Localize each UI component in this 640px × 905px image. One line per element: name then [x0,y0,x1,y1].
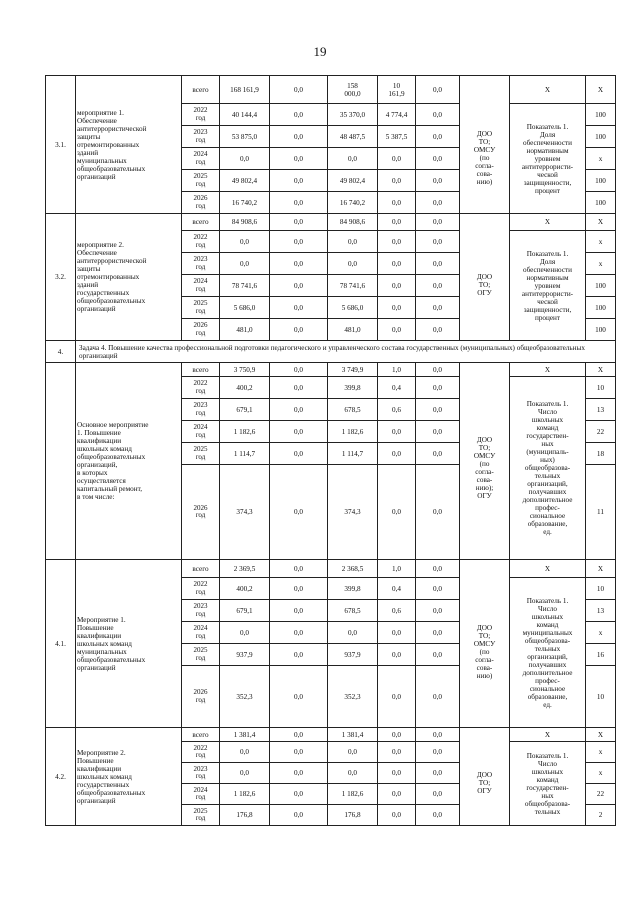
target-cell: х [586,148,616,170]
amount-cell: 399,8 [328,377,378,399]
program-table [45,75,616,826]
amount-cell: 0,0 [270,253,328,275]
amount-cell: 0,0 [328,231,378,253]
amount-cell: 168 161,9 [220,76,270,104]
indicator-cell: Х [510,363,586,377]
target-cell: 10 [586,578,616,600]
amount-cell: 352,3 [220,666,270,728]
page-number: 19 [313,44,327,59]
task-row [46,341,616,363]
amount-cell: 0,0 [416,275,460,297]
executor-cell: ДОО ТО; ОМСУ (по согла- сова- нию); ОГУ [460,377,510,560]
executor-cell [460,560,510,578]
target-cell: 100 [586,297,616,319]
target-cell: 22 [586,784,616,805]
row-number: 3.2. [46,214,76,341]
amount-cell: 937,9 [220,644,270,666]
target-cell: 100 [586,192,616,214]
amount-cell: 0,0 [270,377,328,399]
measure-name: мероприятие 2. Обеспечение антитеррористической защиты отремонтированных зданий государственных общеобразовательных организаций [76,214,182,341]
year-label: 2025 год [182,805,220,826]
measure-name: Мероприятие 2. Повышение квалификации школьных команд государственных общеобразовательных организаций [76,728,182,826]
amount-cell: 0,0 [378,666,416,728]
amount-cell: 158 000,0 [328,76,378,104]
amount-cell: 0,0 [416,231,460,253]
amount-cell: 0,0 [270,275,328,297]
amount-cell: 374,3 [220,465,270,560]
year-label: 2025 год [182,644,220,666]
amount-cell: 4 774,4 [378,104,416,126]
amount-cell: 0,0 [416,742,460,763]
year-label: всего [182,363,220,377]
amount-cell: 0,0 [270,644,328,666]
amount-cell: 0,0 [270,399,328,421]
amount-cell: 481,0 [328,319,378,341]
amount-cell: 1,0 [378,363,416,377]
amount-cell: 0,0 [270,76,328,104]
amount-cell: 0,0 [378,231,416,253]
target-cell: 13 [586,399,616,421]
target-cell: 10 [586,377,616,399]
amount-cell: 0,0 [220,253,270,275]
amount-cell: 0,0 [220,742,270,763]
amount-cell: 16 740,2 [328,192,378,214]
amount-cell: 0,0 [416,465,460,560]
amount-cell: 0,0 [270,192,328,214]
amount-cell: 0,0 [416,76,460,104]
amount-cell: 0,0 [416,253,460,275]
year-label: 2023 год [182,399,220,421]
amount-cell: 0,0 [416,784,460,805]
row-number: 3.1. [46,76,76,214]
amount-cell: 0,0 [416,148,460,170]
amount-cell: 0,0 [270,784,328,805]
amount-cell: 0,0 [378,805,416,826]
amount-cell: 0,0 [416,560,460,578]
amount-cell: 0,0 [416,421,460,443]
indicator-cell: Показатель 1. Доля обеспеченности нормативным уровнем антитеррористи- ческой защищенности, процент [510,104,586,214]
amount-cell: 1 114,7 [220,443,270,465]
year-label: всего [182,728,220,742]
amount-cell: 0,0 [416,297,460,319]
amount-cell: 0,0 [270,214,328,231]
amount-cell: 53 875,0 [220,126,270,148]
year-label: 2024 год [182,275,220,297]
amount-cell: 5 686,0 [328,297,378,319]
table-row [46,728,616,742]
row-number: 4.1. [46,560,76,728]
amount-cell: 0,0 [270,578,328,600]
amount-cell: 0,0 [270,363,328,377]
indicator-cell: Х [510,728,586,742]
indicator-cell: Х [510,76,586,104]
row-number [46,363,76,560]
amount-cell: 0,0 [378,192,416,214]
amount-cell: 400,2 [220,377,270,399]
amount-cell: 0,0 [270,170,328,192]
executor-cell: ДОО ТО; ОМСУ (по согла- сова- нию) [460,578,510,728]
amount-cell: 1 182,6 [328,421,378,443]
amount-cell: 0,0 [416,170,460,192]
amount-cell: 0,0 [416,214,460,231]
target-cell: Х [586,560,616,578]
amount-cell: 0,0 [416,600,460,622]
amount-cell: 0,0 [378,275,416,297]
amount-cell: 40 144,4 [220,104,270,126]
amount-cell: 0,0 [270,763,328,784]
amount-cell: 0,0 [378,297,416,319]
executor-cell [460,363,510,377]
target-cell: 10 [586,666,616,728]
amount-cell: 0,0 [378,622,416,644]
amount-cell: 78 741,6 [328,275,378,297]
target-cell: 100 [586,104,616,126]
amount-cell: 0,6 [378,399,416,421]
year-label: 2022 год [182,104,220,126]
year-label: 2024 год [182,148,220,170]
year-label: 2023 год [182,126,220,148]
amount-cell: 0,0 [378,253,416,275]
amount-cell: 2 369,5 [220,560,270,578]
amount-cell: 481,0 [220,319,270,341]
amount-cell: 374,3 [328,465,378,560]
amount-cell: 0,0 [328,763,378,784]
amount-cell: 0,0 [270,465,328,560]
target-cell: 11 [586,465,616,560]
amount-cell: 0,0 [416,399,460,421]
year-label: 2023 год [182,253,220,275]
target-cell: 16 [586,644,616,666]
row-number: 4.2. [46,728,76,826]
amount-cell: 0,0 [270,560,328,578]
indicator-cell: Показатель 1. Число школьных команд государствен- ных общеобразова- тельных [510,742,586,826]
amount-cell: 0,0 [270,666,328,728]
amount-cell: 176,8 [328,805,378,826]
amount-cell: 0,0 [378,784,416,805]
year-label: всего [182,214,220,231]
amount-cell: 0,0 [378,148,416,170]
amount-cell: 0,0 [416,192,460,214]
year-label: 2022 год [182,742,220,763]
executor-cell: ДОО ТО; ОГУ [460,742,510,826]
row-number: 4. [46,341,76,363]
year-label: 2024 год [182,421,220,443]
target-cell: 100 [586,319,616,341]
table-row [46,214,616,231]
year-label: 2022 год [182,231,220,253]
amount-cell: 1 381,4 [220,728,270,742]
year-label: 2025 год [182,297,220,319]
year-label: 2023 год [182,763,220,784]
amount-cell: 0,0 [270,104,328,126]
table-row [46,363,616,377]
amount-cell: 679,1 [220,399,270,421]
indicator-cell: Показатель 1. Число школьных команд государствен- ных (муниципаль- ных) общеобразова- тельных организаций, получавших дополнительное профес- сиональное образование, ед. [510,377,586,560]
target-cell: 22 [586,421,616,443]
amount-cell: 399,8 [328,578,378,600]
amount-cell: 1 182,6 [220,784,270,805]
executor-cell: ДОО ТО; ОМСУ (по согла- сова- нию) [460,104,510,214]
amount-cell: 0,0 [378,763,416,784]
amount-cell: 0,0 [378,742,416,763]
measure-name: мероприятие 1. Обеспечение антитеррористической защиты отремонтированных зданий муниципальных общеобразовательных организаций [76,76,182,214]
target-cell: х [586,742,616,763]
amount-cell: 5 387,5 [378,126,416,148]
task-title: Задача 4. Повышение качества профессиональной подготовки педагогического и управленческого состава государственных (муниципальных) общеобразовательных организаций [76,341,616,363]
amount-cell: 678,5 [328,600,378,622]
target-cell: 18 [586,443,616,465]
amount-cell: 0,0 [220,622,270,644]
amount-cell: 0,6 [378,600,416,622]
amount-cell: 0,0 [416,443,460,465]
year-label: всего [182,560,220,578]
amount-cell: 3 750,9 [220,363,270,377]
year-label: 2025 год [182,443,220,465]
executor-cell [460,728,510,742]
amount-cell: 0,0 [270,805,328,826]
amount-cell: 0,0 [378,319,416,341]
year-label: 2024 год [182,622,220,644]
year-label: 2026 год [182,465,220,560]
amount-cell: 3 749,9 [328,363,378,377]
amount-cell: 49 802,4 [328,170,378,192]
amount-cell: 679,1 [220,600,270,622]
amount-cell: 0,0 [220,148,270,170]
year-label: 2026 год [182,192,220,214]
amount-cell: 0,0 [416,319,460,341]
amount-cell: 0,0 [270,622,328,644]
year-label: 2022 год [182,377,220,399]
amount-cell: 0,4 [378,377,416,399]
amount-cell: 10 161,9 [378,76,416,104]
target-cell: 13 [586,600,616,622]
amount-cell: 16 740,2 [220,192,270,214]
amount-cell: 0,0 [416,104,460,126]
amount-cell: 48 487,5 [328,126,378,148]
target-cell: х [586,253,616,275]
amount-cell: 0,0 [270,742,328,763]
year-label: 2025 год [182,170,220,192]
target-cell: 100 [586,126,616,148]
target-cell: х [586,231,616,253]
indicator-cell: Показатель 1. Число школьных команд муниципальных общеобразова- тельных организаций, получавших дополнительное профес- сиональное образование, ед. [510,578,586,728]
year-label: 2026 год [182,666,220,728]
amount-cell: 176,8 [220,805,270,826]
year-label: всего [182,76,220,104]
amount-cell: 1 381,4 [328,728,378,742]
amount-cell: 0,0 [416,763,460,784]
amount-cell: 0,0 [220,763,270,784]
target-cell: Х [586,214,616,231]
amount-cell: 0,0 [378,214,416,231]
table-body [46,76,616,826]
amount-cell: 1 182,6 [328,784,378,805]
year-label: 2026 год [182,319,220,341]
table-row [46,76,616,104]
amount-cell: 0,0 [416,666,460,728]
target-cell: х [586,763,616,784]
amount-cell: 0,0 [416,578,460,600]
target-cell: 2 [586,805,616,826]
target-cell: Х [586,76,616,104]
amount-cell: 937,9 [328,644,378,666]
amount-cell: 2 368,5 [328,560,378,578]
table-row [46,560,616,578]
amount-cell: 84 908,6 [328,214,378,231]
amount-cell: 5 686,0 [220,297,270,319]
target-cell: Х [586,363,616,377]
amount-cell: 0,0 [220,231,270,253]
amount-cell: 0,0 [270,319,328,341]
target-cell: х [586,622,616,644]
amount-cell: 0,0 [416,377,460,399]
amount-cell: 78 741,6 [220,275,270,297]
target-cell: 100 [586,170,616,192]
executor-cell [460,76,510,104]
amount-cell: 0,0 [270,728,328,742]
amount-cell: 0,0 [328,742,378,763]
amount-cell: 1,0 [378,560,416,578]
amount-cell: 0,0 [270,443,328,465]
amount-cell: 0,0 [378,465,416,560]
amount-cell: 0,0 [416,728,460,742]
indicator-cell: Показатель 1. Доля обеспеченности нормативным уровнем антитеррористи- ческой защищенности, процент [510,231,586,341]
executor-cell [460,214,510,231]
amount-cell: 0,0 [416,363,460,377]
amount-cell: 0,0 [270,421,328,443]
amount-cell: 0,0 [270,297,328,319]
amount-cell: 0,0 [328,622,378,644]
amount-cell: 0,0 [270,148,328,170]
target-cell: 100 [586,275,616,297]
amount-cell: 84 908,6 [220,214,270,231]
amount-cell: 0,0 [378,443,416,465]
amount-cell: 352,3 [328,666,378,728]
amount-cell: 49 802,4 [220,170,270,192]
amount-cell: 1 182,6 [220,421,270,443]
amount-cell: 0,0 [416,805,460,826]
amount-cell: 678,5 [328,399,378,421]
amount-cell: 0,0 [270,600,328,622]
amount-cell: 0,0 [378,421,416,443]
amount-cell: 1 114,7 [328,443,378,465]
indicator-cell: Х [510,214,586,231]
year-label: 2024 год [182,784,220,805]
amount-cell: 0,0 [328,253,378,275]
amount-cell: 0,0 [378,644,416,666]
amount-cell: 35 370,0 [328,104,378,126]
indicator-cell: Х [510,560,586,578]
target-cell: Х [586,728,616,742]
measure-name: Мероприятие 1. Повышение квалификации школьных команд муниципальных общеобразовательных организаций [76,560,182,728]
amount-cell: 0,0 [378,728,416,742]
amount-cell: 0,4 [378,578,416,600]
amount-cell: 400,2 [220,578,270,600]
amount-cell: 0,0 [416,126,460,148]
amount-cell: 0,0 [416,644,460,666]
measure-name: Основное мероприятие 1. Повышение квалификации школьных команд общеобразовательных организаций, в которых осуществляется капитальный ремонт, в том числе: [76,363,182,560]
year-label: 2023 год [182,600,220,622]
amount-cell: 0,0 [270,126,328,148]
amount-cell: 0,0 [416,622,460,644]
amount-cell: 0,0 [378,170,416,192]
amount-cell: 0,0 [328,148,378,170]
executor-cell: ДОО ТО; ОГУ [460,231,510,341]
amount-cell: 0,0 [270,231,328,253]
year-label: 2022 год [182,578,220,600]
